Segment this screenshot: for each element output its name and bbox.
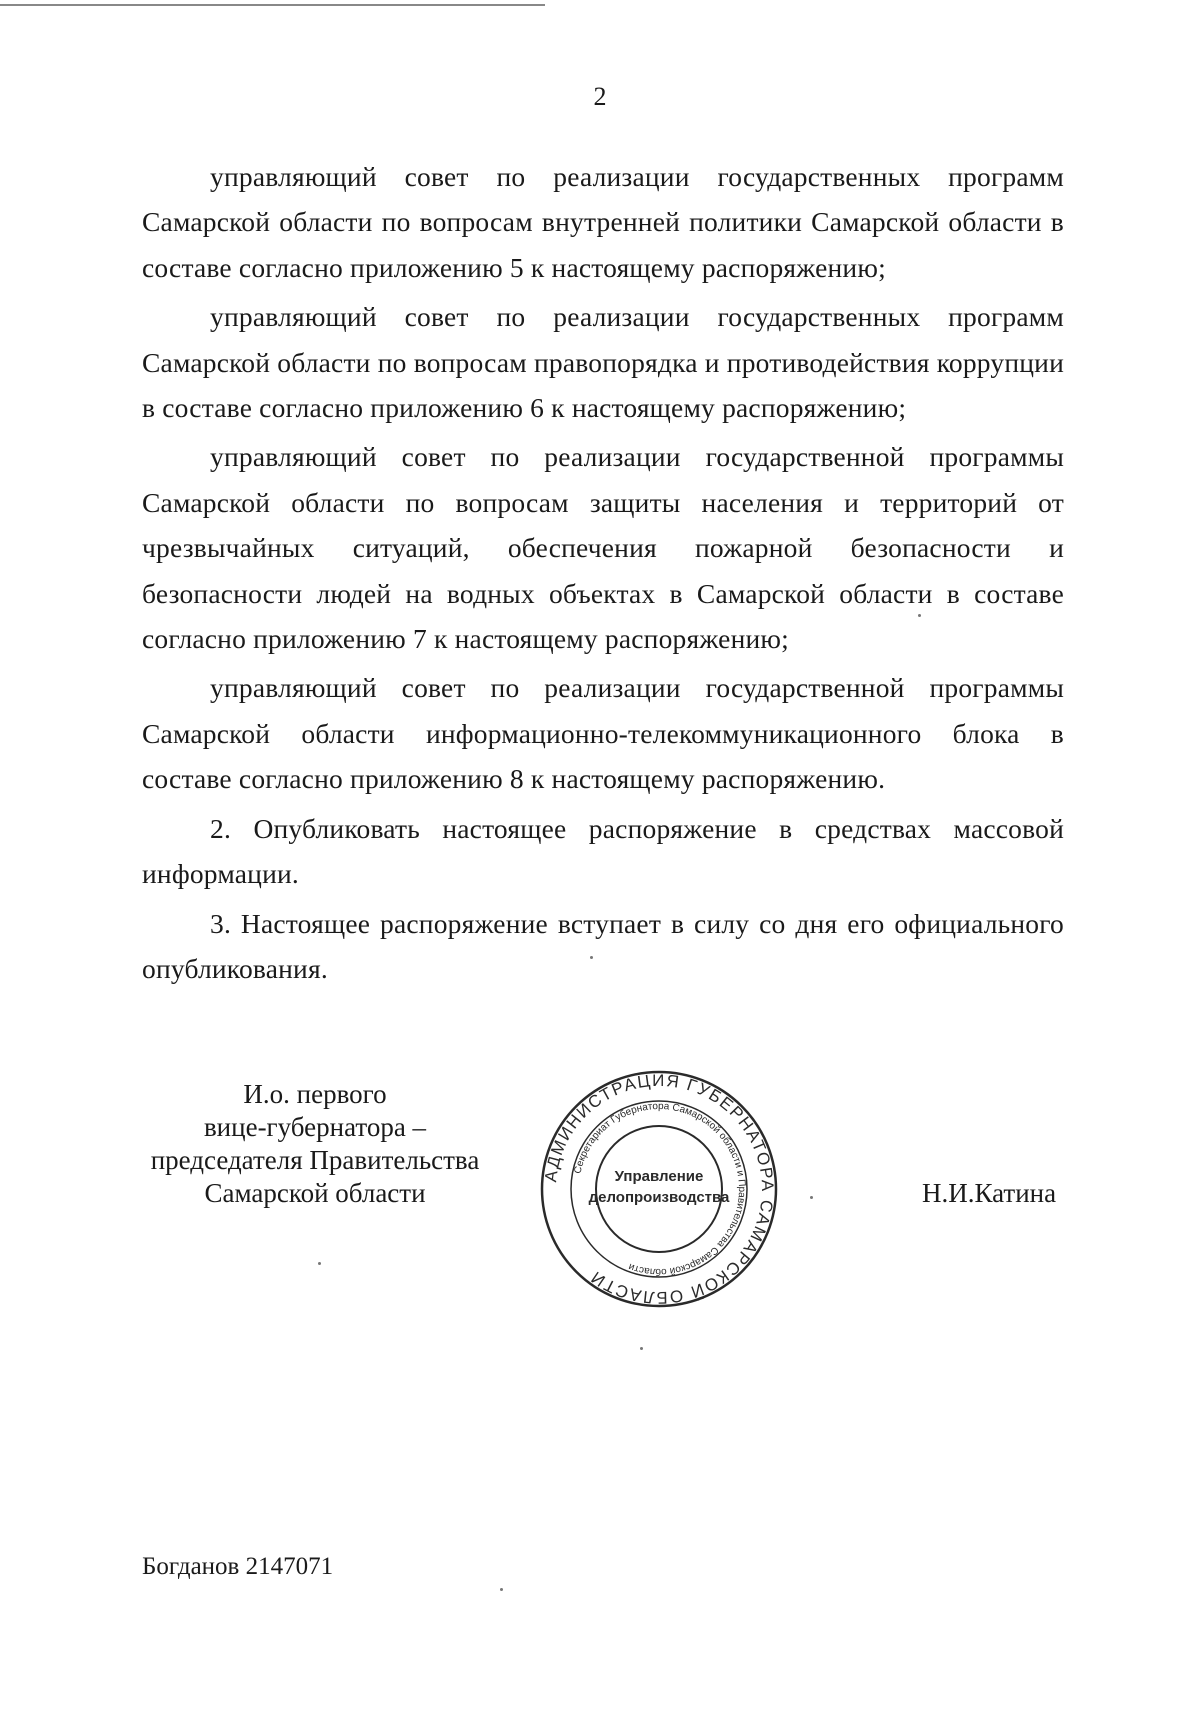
- signatory-title-line: председателя Правительства: [150, 1145, 480, 1175]
- official-stamp: [539, 1069, 779, 1309]
- paragraph-council-emergency: управляющий совет по реализации государственной программы Самарской области по вопросам защиты населения и территорий от чрезвычайных ситуаций, обеспечения пожарной безопасности и безопасности людей на водных объектах в Самарской области в составе согласно приложению 7 к настоящему распоряжению;: [142, 441, 1064, 655]
- stamp-inner-text: Секретариат Губернатора Самарской области и Правительства Самарской области: [572, 1100, 748, 1278]
- stamp-center-line-1: Управление: [614, 1168, 704, 1185]
- scan-speck: [318, 1262, 321, 1265]
- signatory-title: [140, 1078, 490, 1210]
- paragraph-publish: 2. Опубликовать настоящее распоряжение в средствах массовой информации.: [142, 812, 1064, 890]
- paragraph-council-telecom: управляющий совет по реализации государственной программы Самарской области информационно-телекоммуникационного блока в составе согласно приложению 8 к настоящему распоряжению.: [142, 672, 1064, 795]
- executor-footer: Богданов 2147071: [142, 1553, 334, 1580]
- paragraph-council-internal-policy: управляющий совет по реализации государственных программ Самарской области по вопросам внутренней политики Самарской области в составе согласно приложению 5 к настоящему распоряжению;: [142, 161, 1064, 283]
- signatory-name: Н.И.Катина: [922, 1178, 1057, 1208]
- scan-speck: [810, 1196, 813, 1199]
- signatory-title-line: Самарской области: [204, 1178, 426, 1208]
- signatory-title-line: вице-губернатора –: [203, 1112, 427, 1142]
- scan-speck: [918, 614, 921, 617]
- paragraph-effective-date: 3. Настоящее распоряжение вступает в силу со дня его официального опубликования.: [142, 907, 1064, 984]
- paragraph-council-law-order: управляющий совет по реализации государственных программ Самарской области по вопросам правопорядка и противодействия коррупции в составе согласно приложению 6 к настоящему распоряжению;: [142, 301, 1064, 424]
- document-body: [142, 154, 1064, 991]
- scan-speck: [590, 956, 593, 959]
- stamp-outer-text: АДМИНИСТРАЦИЯ ГУБЕРНАТОРА САМАРСКОЙ ОБЛАСТИ: [541, 1070, 778, 1308]
- page-number: 2: [593, 82, 607, 111]
- scan-speck: [640, 1347, 643, 1350]
- signatory-title-line: И.о. первого: [243, 1079, 387, 1109]
- scan-edge-line: [0, 4, 545, 6]
- stamp-center-line-2: делопроизводства: [588, 1189, 730, 1206]
- scan-speck: [500, 1588, 503, 1591]
